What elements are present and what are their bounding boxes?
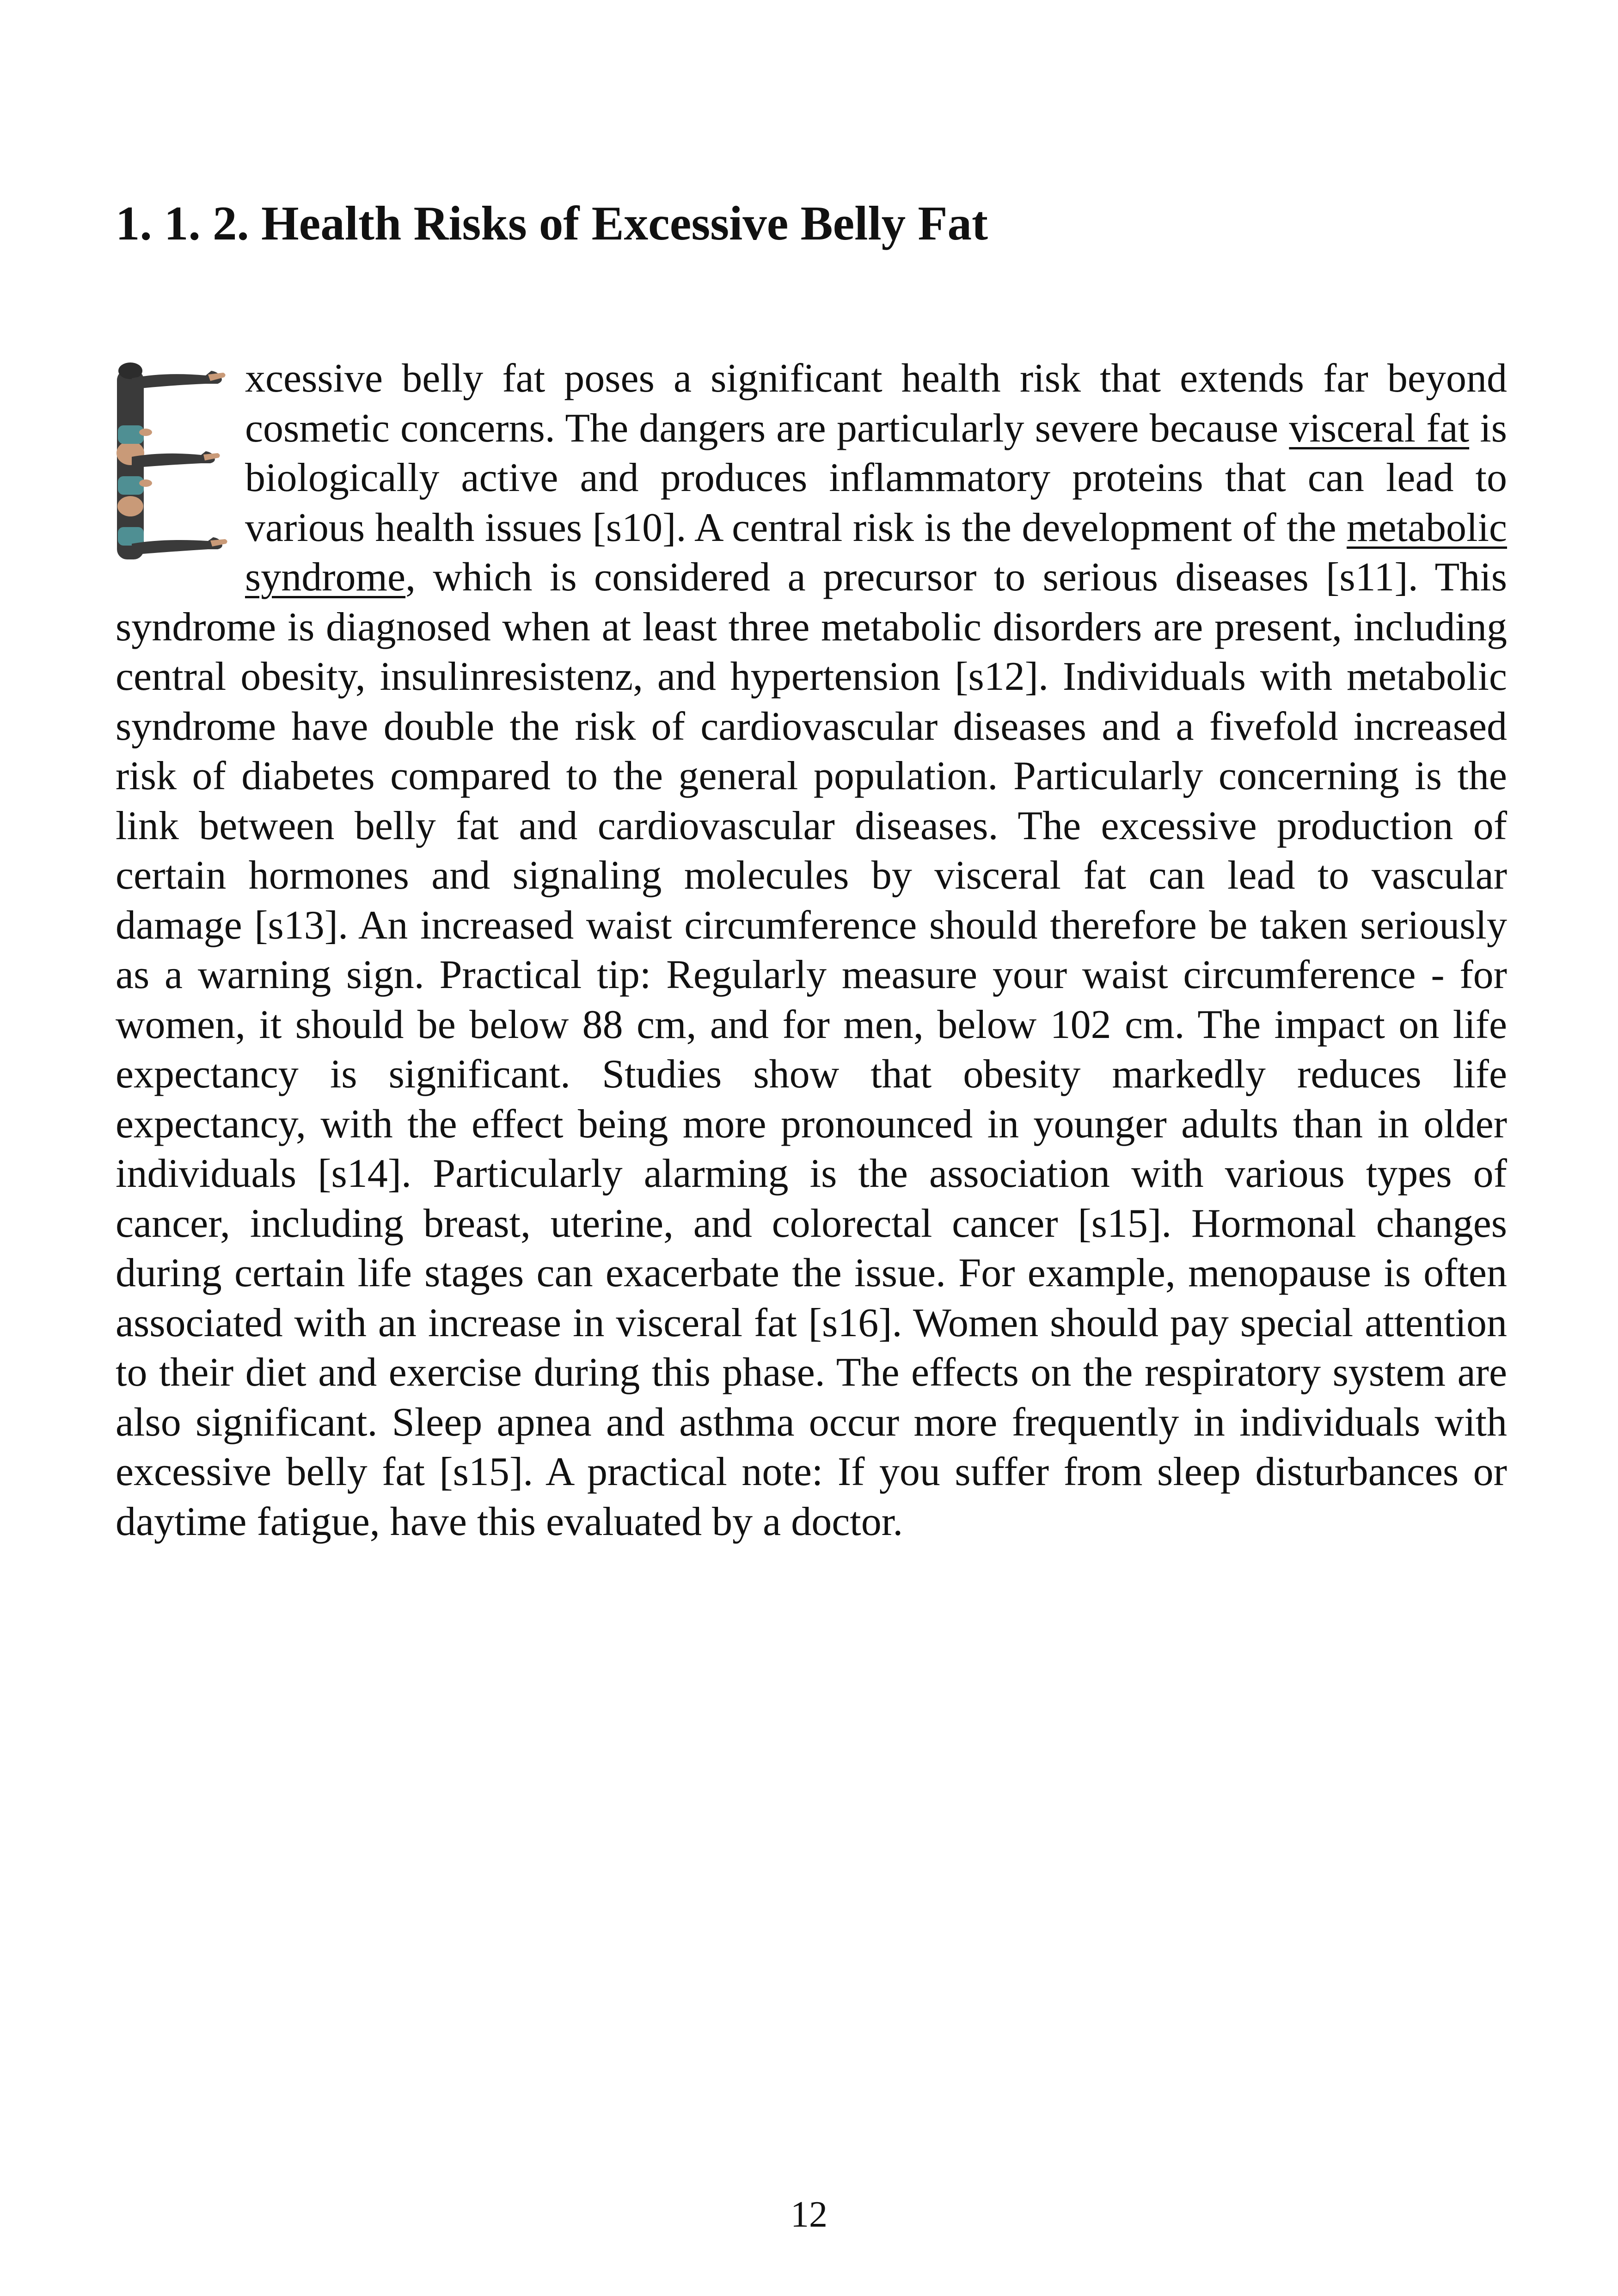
page-number: 12	[791, 2194, 827, 2235]
body-text-part-2: is biologically active and produces inflammatory proteins that can lead to various health issues [s10]. A central risk is the development of the	[245, 405, 1507, 550]
term-visceral-fat: visceral fat	[1289, 405, 1470, 451]
drop-cap-letter-e	[113, 361, 231, 564]
body-paragraph	[116, 354, 1507, 1547]
term-metabolic-syndrome: metabolic syndrome	[245, 505, 1507, 600]
section-heading: 1. 1. 2. Health Risks of Excessive Belly Fat	[116, 196, 988, 250]
yoga-figures-letter-e-icon	[113, 361, 231, 564]
body-text-part-3: , which is considered a precursor to serious diseases [s11]. This syndrome is diagnosed when at least three metabolic disorders are present, including central obesity, insulinresistenz, and hypertension [s12]. Individuals with metabolic syndrome have double the risk of cardiovascular diseases and a fivefold increased risk of diabetes compared to the general population. Particularly concerning is the link between belly fat and cardiovascular diseases. The excessive production of certain hormones and signaling molecules by visceral fat can lead to vascular damage [s13]. An increased waist circumference should therefore be taken seriously as a warning sign. Practical tip: Regularly measure your waist circumference - for women, it should be below 88 cm, and for men, below 102 cm. The impact on life expectancy is significant. Studies show that obesity markedly reduces life expectancy, with the effect being more pronounced in younger adults than in older individuals [s14]. Particularly alarming is the association with various types of cancer, including breast, uterine, and colorectal cancer [s15]. Hormonal changes during certain life stages can exacerbate the issue. For example, menopause is often associated with an increase in visceral fat [s16]. Women should pay special attention to their diet and exercise during this phase. The effects on the respiratory system are also significant. Sleep apnea and asthma occur more frequently in individuals with excessive belly fat [s15]. A practical note: If you suffer from sleep disturbances or daytime fatigue, have this evaluated by a doctor.	[116, 555, 1507, 1544]
body-text-part-1: xcessive belly fat poses a significant health risk that extends far beyond cosmetic concerns. The dangers are particularly severe because	[245, 356, 1507, 451]
